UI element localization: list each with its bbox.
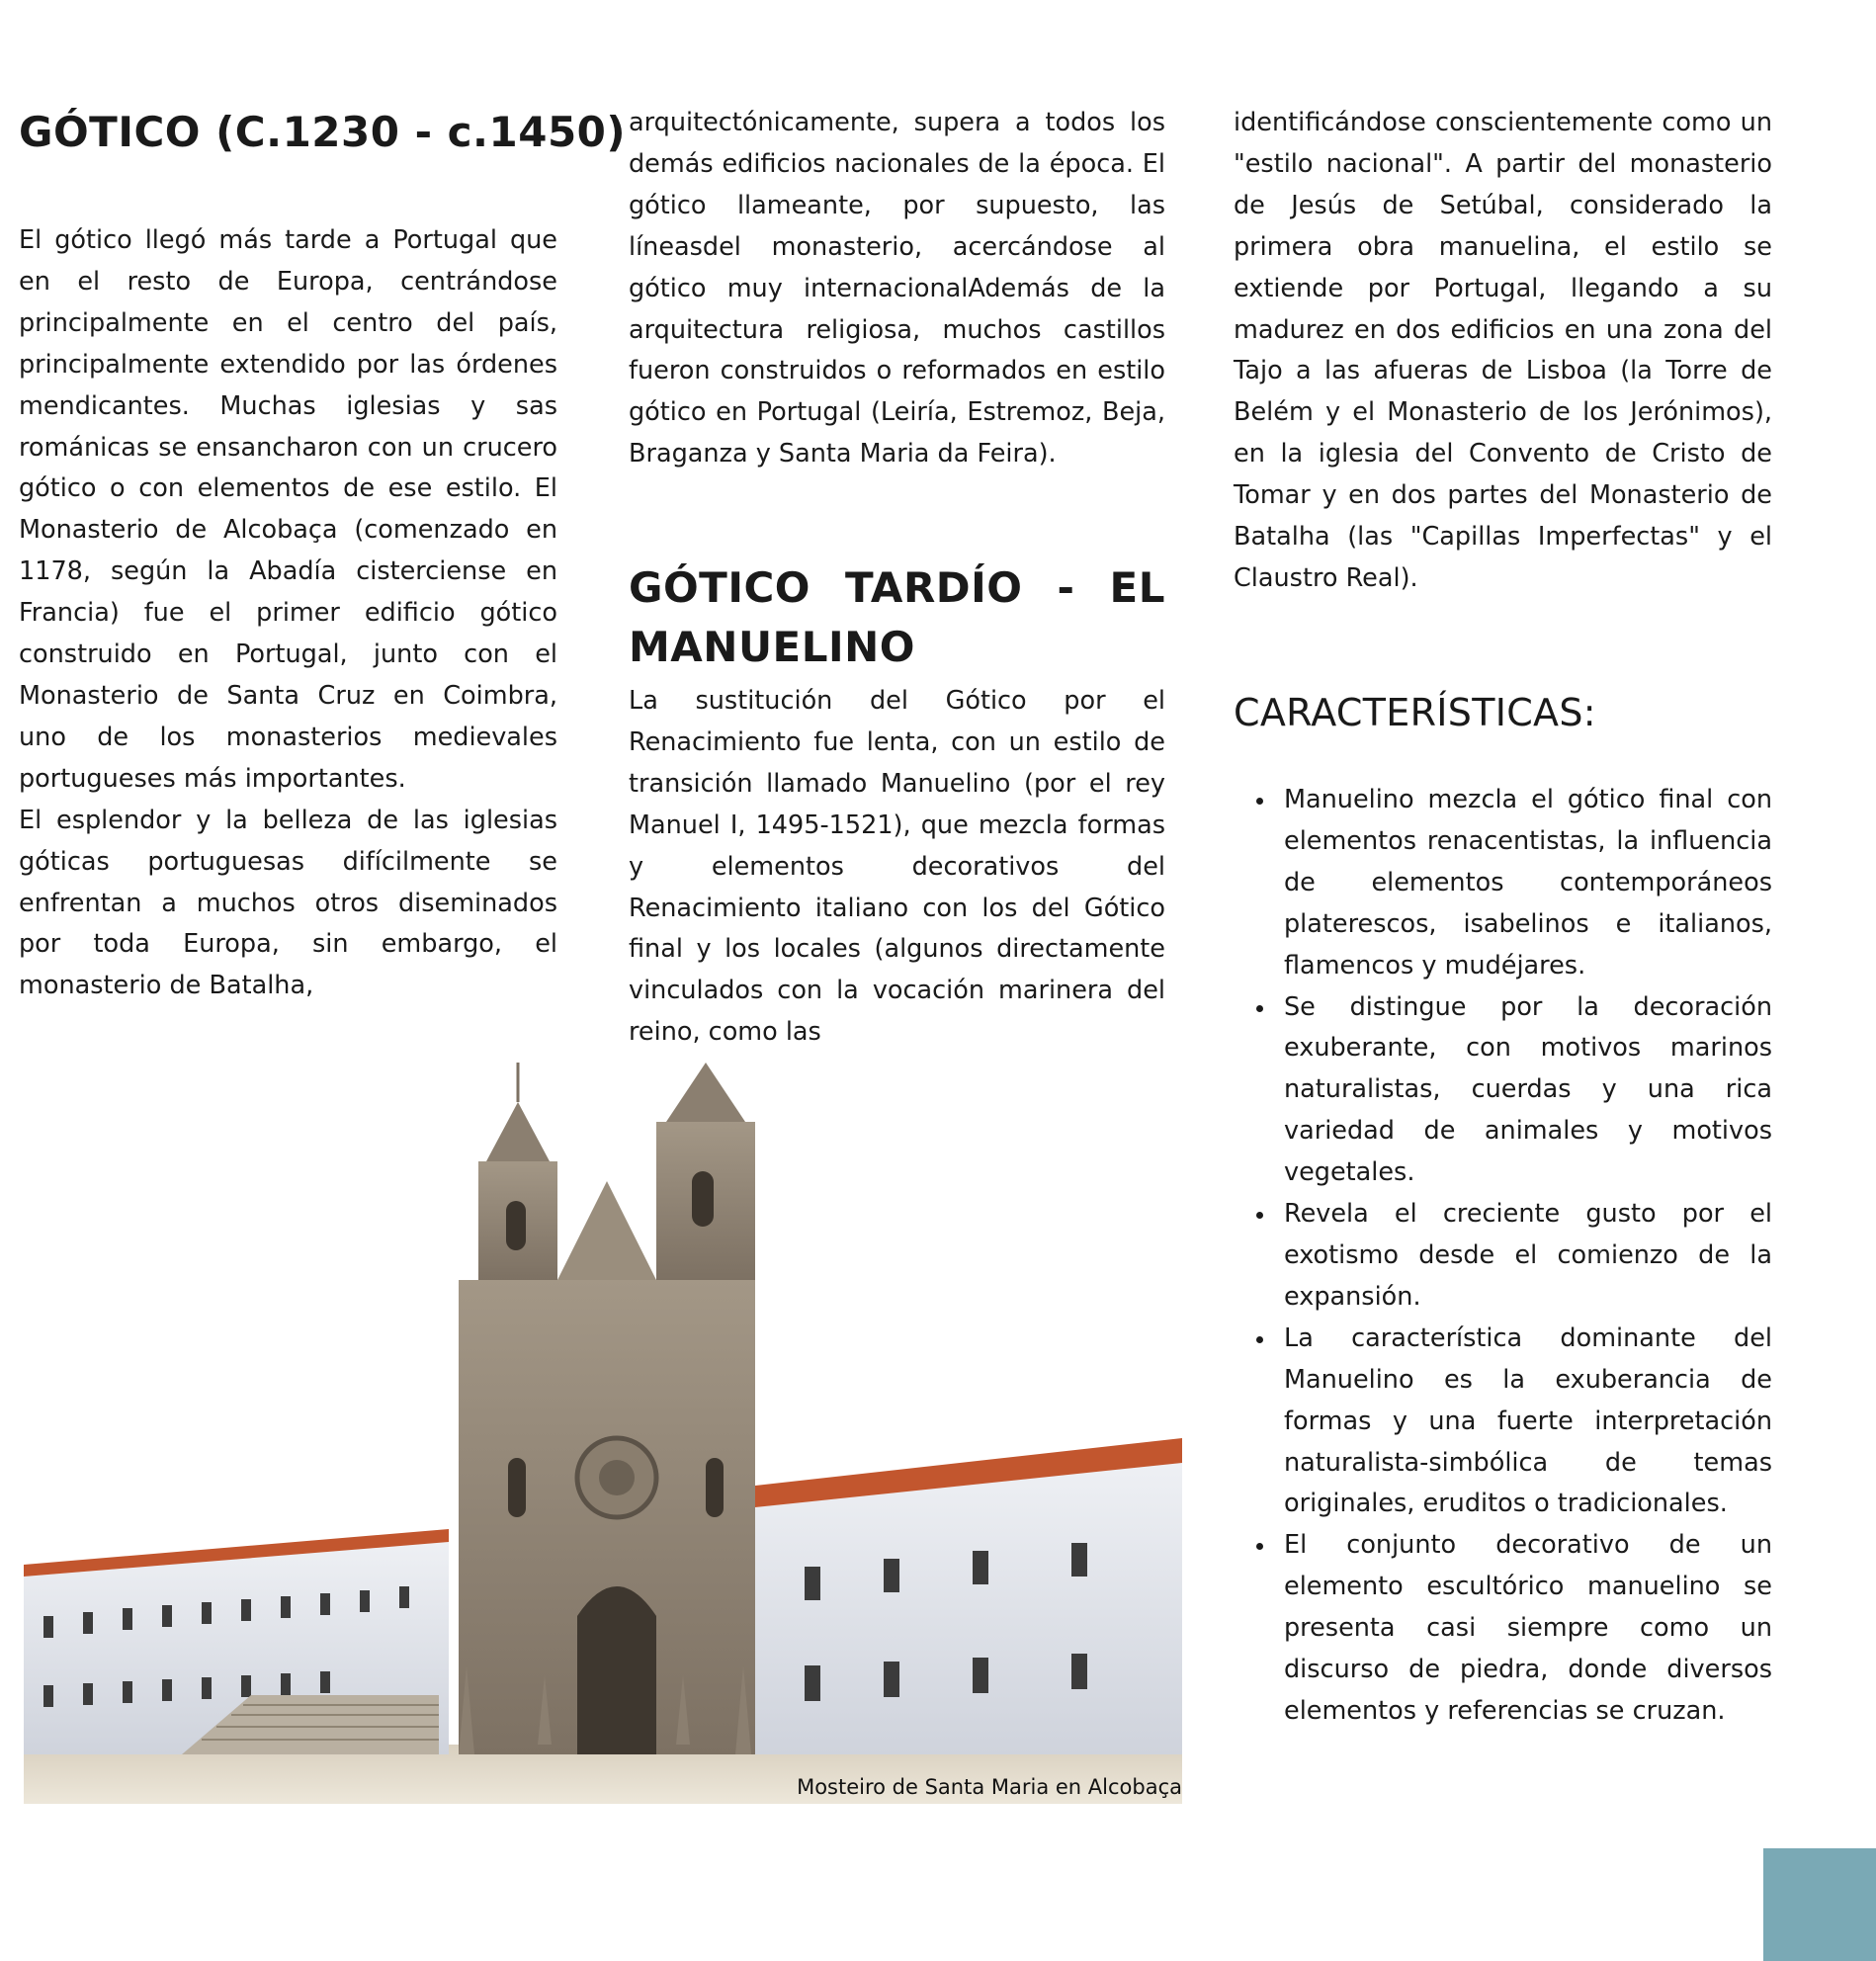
title-line: GÓTICO TARDÍO - EL	[629, 563, 1165, 612]
paragraph: identificándose conscientemente como un "estilo nacional". A partir del monasterio de Jesús de Setúbal, considerado la primera obra manuelina, el estilo se extiende por Portugal, llegando a su madurez en dos edificios en una zona del Tajo a las afueras de Lisboa (la Torre de Belém y el Monasterio de los Jerónimos), en la iglesia del Convento de Cristo de Tomar y en dos partes del Monasterio de Batalha (las "Capillas Imperfectas" y el Claustro Real).	[1234, 108, 1772, 593]
list-item: La característica dominante del Manuelino es la exuberancia de formas y una fuerte interpretación naturalista-simbólica de temas originales, eruditos o tradicionales.	[1234, 1319, 1772, 1526]
monastery-photo	[24, 1063, 1182, 1804]
list-item: Revela el creciente gusto por el exotismo desde el comienzo de la expansión.	[1234, 1194, 1772, 1319]
characteristics-list	[1234, 780, 1772, 1733]
list-item: Se distingue por la decoración exuberante, con motivos marinos naturalistas, cuerdas y una rica variedad de animales y motivos vegetales.	[1234, 987, 1772, 1195]
title-line: MANUELINO	[629, 623, 915, 671]
section-title-gotico: GÓTICO (C.1230 - c.1450)	[19, 108, 627, 156]
column-1-text	[19, 220, 557, 1007]
paragraph: El esplendor y la belleza de las iglesias góticas portuguesas difícilmente se enfrentan a muchos otros diseminados por toda Europa, sin embargo, el monasterio de Batalha,	[19, 805, 557, 1001]
list-item: Manuelino mezcla el gótico final con elementos renacentistas, la influencia de elementos contemporáneos platerescos, isabelinos e italianos, flamencos y mudéjares.	[1234, 780, 1772, 987]
column-2-text	[629, 103, 1165, 475]
list-item: El conjunto decorativo de un elemento escultórico manuelino se presenta casi siempre como un discurso de piedra, donde diversos elementos y referencias se cruzan.	[1234, 1525, 1772, 1733]
photo-caption: Mosteiro de Santa Maria en Alcobaça	[797, 1775, 1182, 1799]
paragraph: La sustitución del Gótico por el Renacimiento fue lenta, con un estilo de transición llamado Manuelino (por el rey Manuel I, 1495-1521), que mezcla formas y elementos decorativos del Renacimiento italiano con los del Gótico final y los locales (algunos directamente vinculados con la vocación marinera del reino, como las	[629, 686, 1165, 1048]
section-title-caracteristicas: CARACTERÍSTICAS:	[1234, 691, 1596, 734]
column-3-text	[1234, 103, 1772, 600]
paragraph: El gótico llegó más tarde a Portugal que en el resto de Europa, centrándose principalmente en el centro del país, principalmente extendido por las órdenes mendicantes. Muchas iglesias y sas románicas se ensancharon con un crucero gótico o con elementos de ese estilo. El Monasterio de Alcobaça (comenzado en 1178, según la Abadía cisterciense en Francia) fue el primer edificio gótico construido en Portugal, junto con el Monasterio de Santa Cruz en Coimbra, uno de los monasterios medievales portugueses más importantes.	[19, 225, 557, 794]
paragraph: arquitectónicamente, supera a todos los demás edificios nacionales de la época. El gótico llameante, por supuesto, las líneasdel monasterio, acercándose al gótico muy internacionalAdemás de la arquitectura religiosa, muchos castillos fueron construidos o reformados en estilo gótico en Portugal (Leiría, Estremoz, Beja, Braganza y Santa Maria da Feira).	[629, 108, 1165, 469]
corner-accent-block	[1763, 1848, 1876, 1961]
section-title-gotico-tardio	[629, 558, 1165, 677]
column-2-text-continued	[629, 681, 1165, 1054]
